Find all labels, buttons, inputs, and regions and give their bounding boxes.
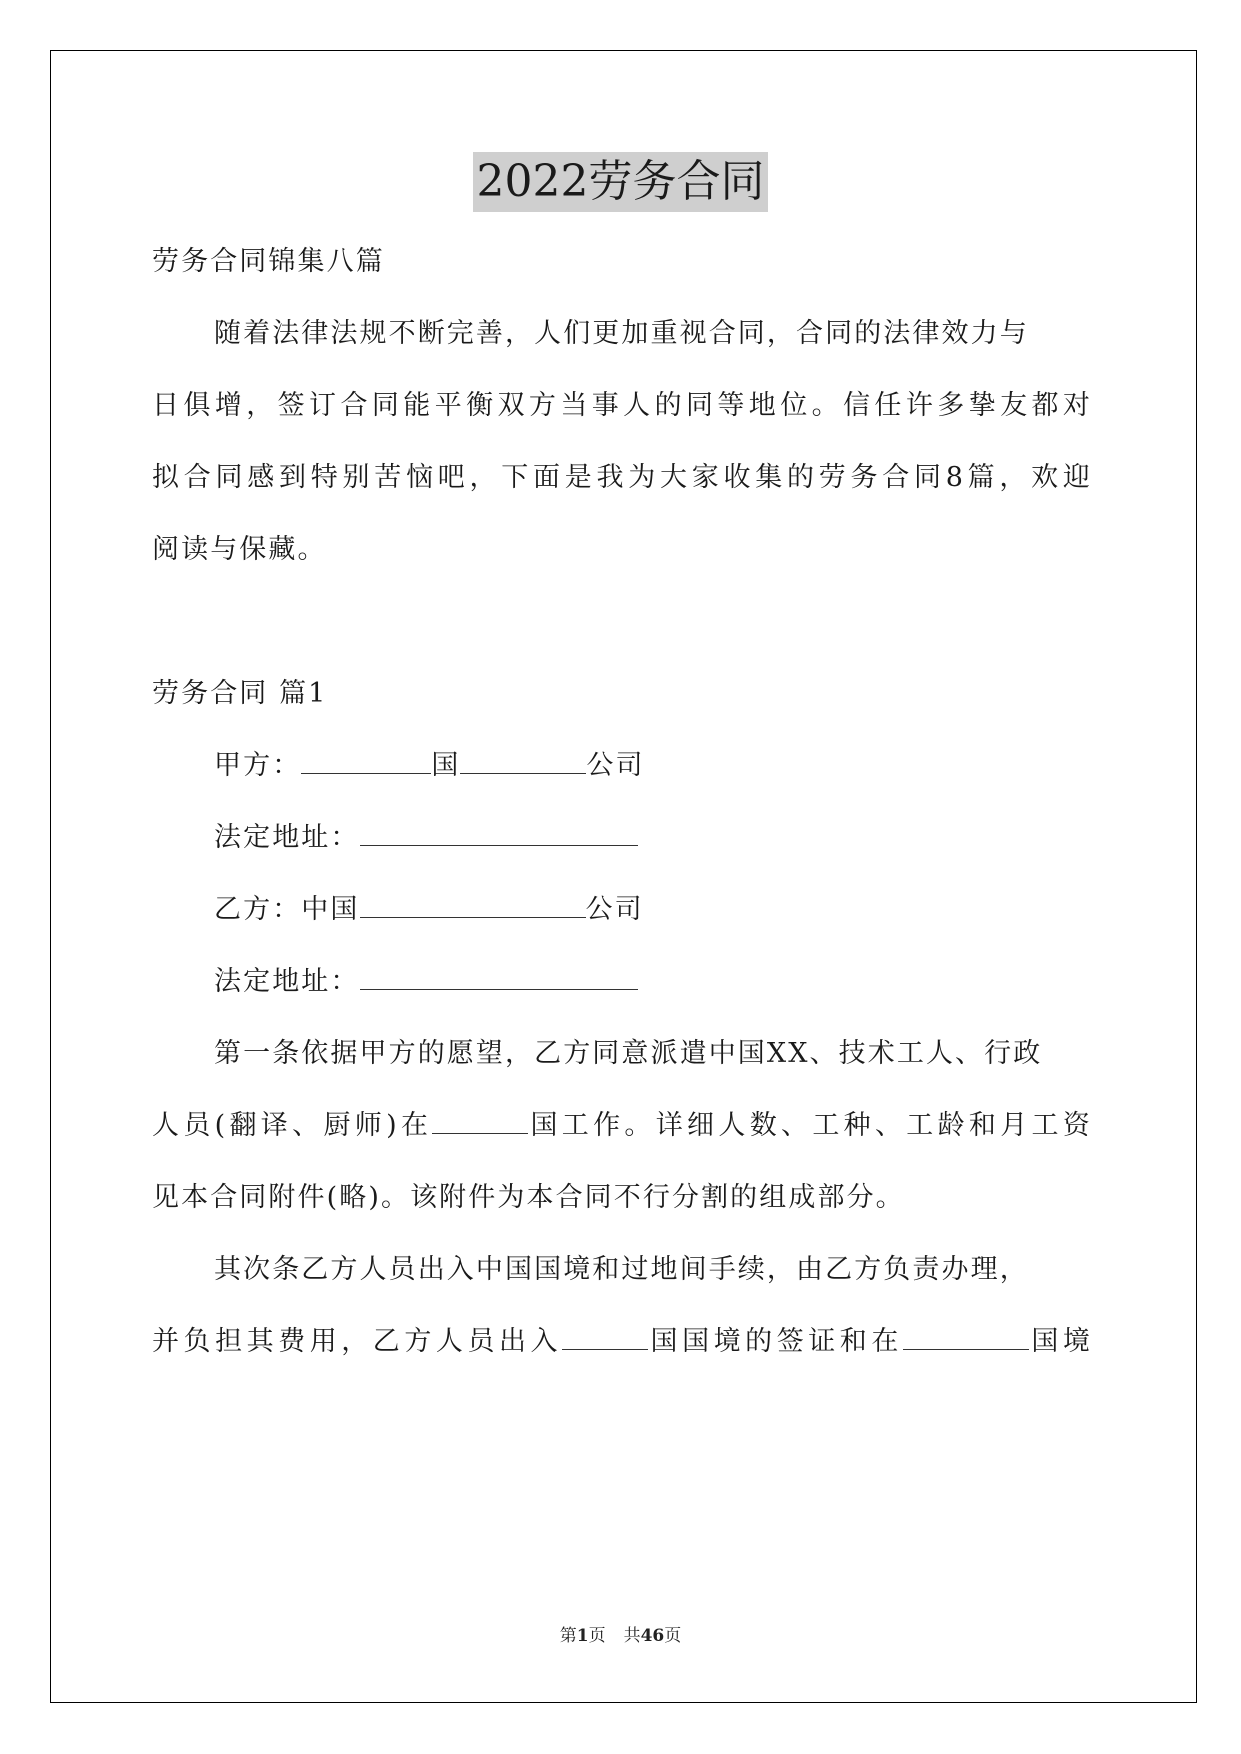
article2-line-2-b: 国国境的签证和在 [648, 1326, 903, 1357]
party-a-address-label: 法定地址： [214, 822, 360, 853]
party-a-suffix: 公司 [586, 750, 645, 781]
section-heading: 劳务合同 篇1 [152, 678, 328, 709]
footer-total-prefix: 共 [623, 1626, 641, 1646]
party-a-company-blank[interactable] [460, 747, 586, 774]
document-subtitle: 劳务合同锦集八篇 [152, 246, 385, 277]
article1-line-1: 第一条依据甲方的愿望，乙方同意派遣中国XX、技术工人、行政 [214, 1038, 1043, 1069]
document-title: 2022劳务合同 [473, 152, 769, 212]
footer-suffix: 页 [664, 1626, 682, 1646]
article2-line-2 [152, 1322, 1092, 1362]
footer-page-number: 1 [576, 1626, 589, 1646]
article1-line-3: 见本合同附件(略)。该附件为本合同不行分割的组成部分。 [152, 1182, 905, 1213]
footer-total-pages: 46 [640, 1626, 665, 1646]
party-b-address-label: 法定地址： [214, 966, 360, 997]
article1-line-2 [152, 1106, 1092, 1146]
title-container [0, 152, 1241, 212]
article2-line-2-c: 国境 [1028, 1326, 1092, 1357]
article2-country-blank-2[interactable] [903, 1323, 1029, 1350]
party-b-suffix: 公司 [585, 894, 644, 925]
party-b-company-blank[interactable] [360, 891, 586, 918]
footer-prefix: 第 [559, 1626, 577, 1646]
article1-line-2-b: 国工作。详细人数、工种、工龄和月工资 [528, 1110, 1092, 1141]
party-a-line [214, 746, 1154, 786]
party-a-address-blank[interactable] [360, 819, 638, 846]
article2-country-blank-1[interactable] [562, 1323, 648, 1350]
page-border [50, 50, 1197, 1703]
article2-line-2-a: 并负担其费用，乙方人员出入 [152, 1326, 563, 1357]
intro-line-2: 日俱增，签订合同能平衡双方当事人的同等地位。信任许多挚友都对 [152, 390, 1092, 421]
intro-line-3: 拟合同感到特别苦恼吧，下面是我为大家收集的劳务合同8篇，欢迎 [152, 462, 1092, 493]
party-a-address-line [214, 818, 1154, 858]
party-a-label: 甲方： [214, 750, 302, 781]
footer-page-label: 页 [588, 1626, 606, 1646]
party-b-label: 乙方：中国 [214, 894, 360, 925]
party-a-mid: 国 [431, 750, 461, 781]
intro-line-4: 阅读与保藏。 [152, 534, 327, 565]
article2-line-1: 其次条乙方人员出入中国国境和过地间手续，由乙方负责办理， [214, 1254, 1029, 1285]
party-b-address-blank[interactable] [360, 963, 638, 990]
article1-country-blank[interactable] [432, 1107, 528, 1134]
page-footer [0, 1624, 1241, 1648]
article1-line-2-a: 人员(翻译、厨师)在 [152, 1110, 433, 1141]
party-a-country-blank[interactable] [301, 747, 431, 774]
party-b-line [214, 890, 1154, 930]
party-b-address-line [214, 962, 1154, 1002]
intro-line-1: 随着法律法规不断完善，人们更加重视合同，合同的法律效力与 [214, 318, 1029, 349]
